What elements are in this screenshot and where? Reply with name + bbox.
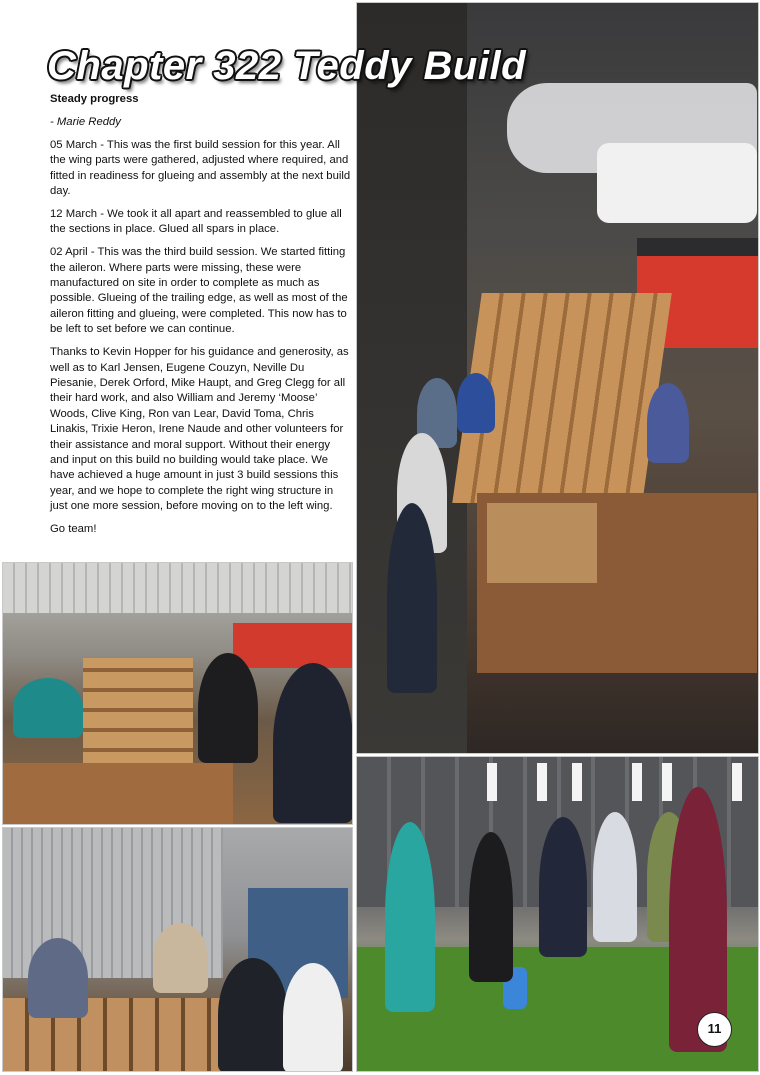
hangar-window [662,763,672,801]
photo-workshop-overhead [356,2,759,754]
article-paragraph: 12 March - We took it all apart and reassembled to glue all the sections in place. Glued all spars in place. [50,207,342,236]
cardboard-boxes [487,503,597,583]
hangar-window [732,763,742,801]
article-body [50,92,352,545]
volunteer-figure [593,812,637,942]
volunteer-figure [469,832,513,982]
hangar-window [487,763,497,801]
volunteer-figure [13,678,83,738]
article-author: - Marie Reddy [50,115,121,128]
page-title: Chapter 322 Teddy Build [47,44,526,88]
volunteer-figure [273,663,353,823]
volunteer-figure [283,963,343,1072]
hangar-window [537,763,547,801]
hangar-roof [3,563,353,613]
photo-spar-gluing [2,827,353,1072]
photo-wing-team [2,562,353,825]
white-car [597,143,757,223]
volunteer-figure [218,958,288,1072]
hangar-window [572,763,582,801]
volunteer-figure [647,383,689,463]
article-paragraph: 02 April - This was the third build session. We started fitting the aileron. Where parts were missing, these were manufactured on site in order to complete as much as possible. Glueing of the trailing edge, as well as most of the aileron fitting and glueing, were completed. This now has to be left to set before we can continue. [50,246,348,336]
volunteer-figure [198,653,258,763]
volunteer-figure [385,822,435,1012]
volunteer-figure [153,923,208,993]
article-signoff: Go team! [50,523,97,536]
article-heading: Steady progress [50,93,139,105]
volunteer-figure [387,503,437,693]
volunteer-figure [28,938,88,1018]
volunteer-figure [539,817,587,957]
hangar-window [632,763,642,801]
red-aircraft [233,623,353,668]
workbench [3,763,233,825]
page-number: 11 [697,1012,732,1047]
volunteer-figure [457,373,495,433]
article-paragraph: Thanks to Kevin Hopper for his guidance and generosity, as well as to Karl Jensen, Eugene Couzyn, Neville Du Piesanie, Derek Orford, Mike Haupt, and Greg Clegg for all their hard work, and also William and Jeremy ‘Moose’ Woods, Clive King, Ron van Lear, David Toma, Chris Linakis, Trixie Heron, Irene Naude and other volunteers for their assistance and moral support. Without their energy and input on this build no building would take place. We have achieved a huge amount in just 3 build sessions this year, and we hope to complete the right wing structure in just one more session, before moving on to the left wing. [50,346,349,513]
article-paragraph: 05 March - This was the first build session for this year. All the wing parts were gathered, adjusted where required, and fitted in readiness for glueing and assembly at the next build day. [50,138,351,198]
